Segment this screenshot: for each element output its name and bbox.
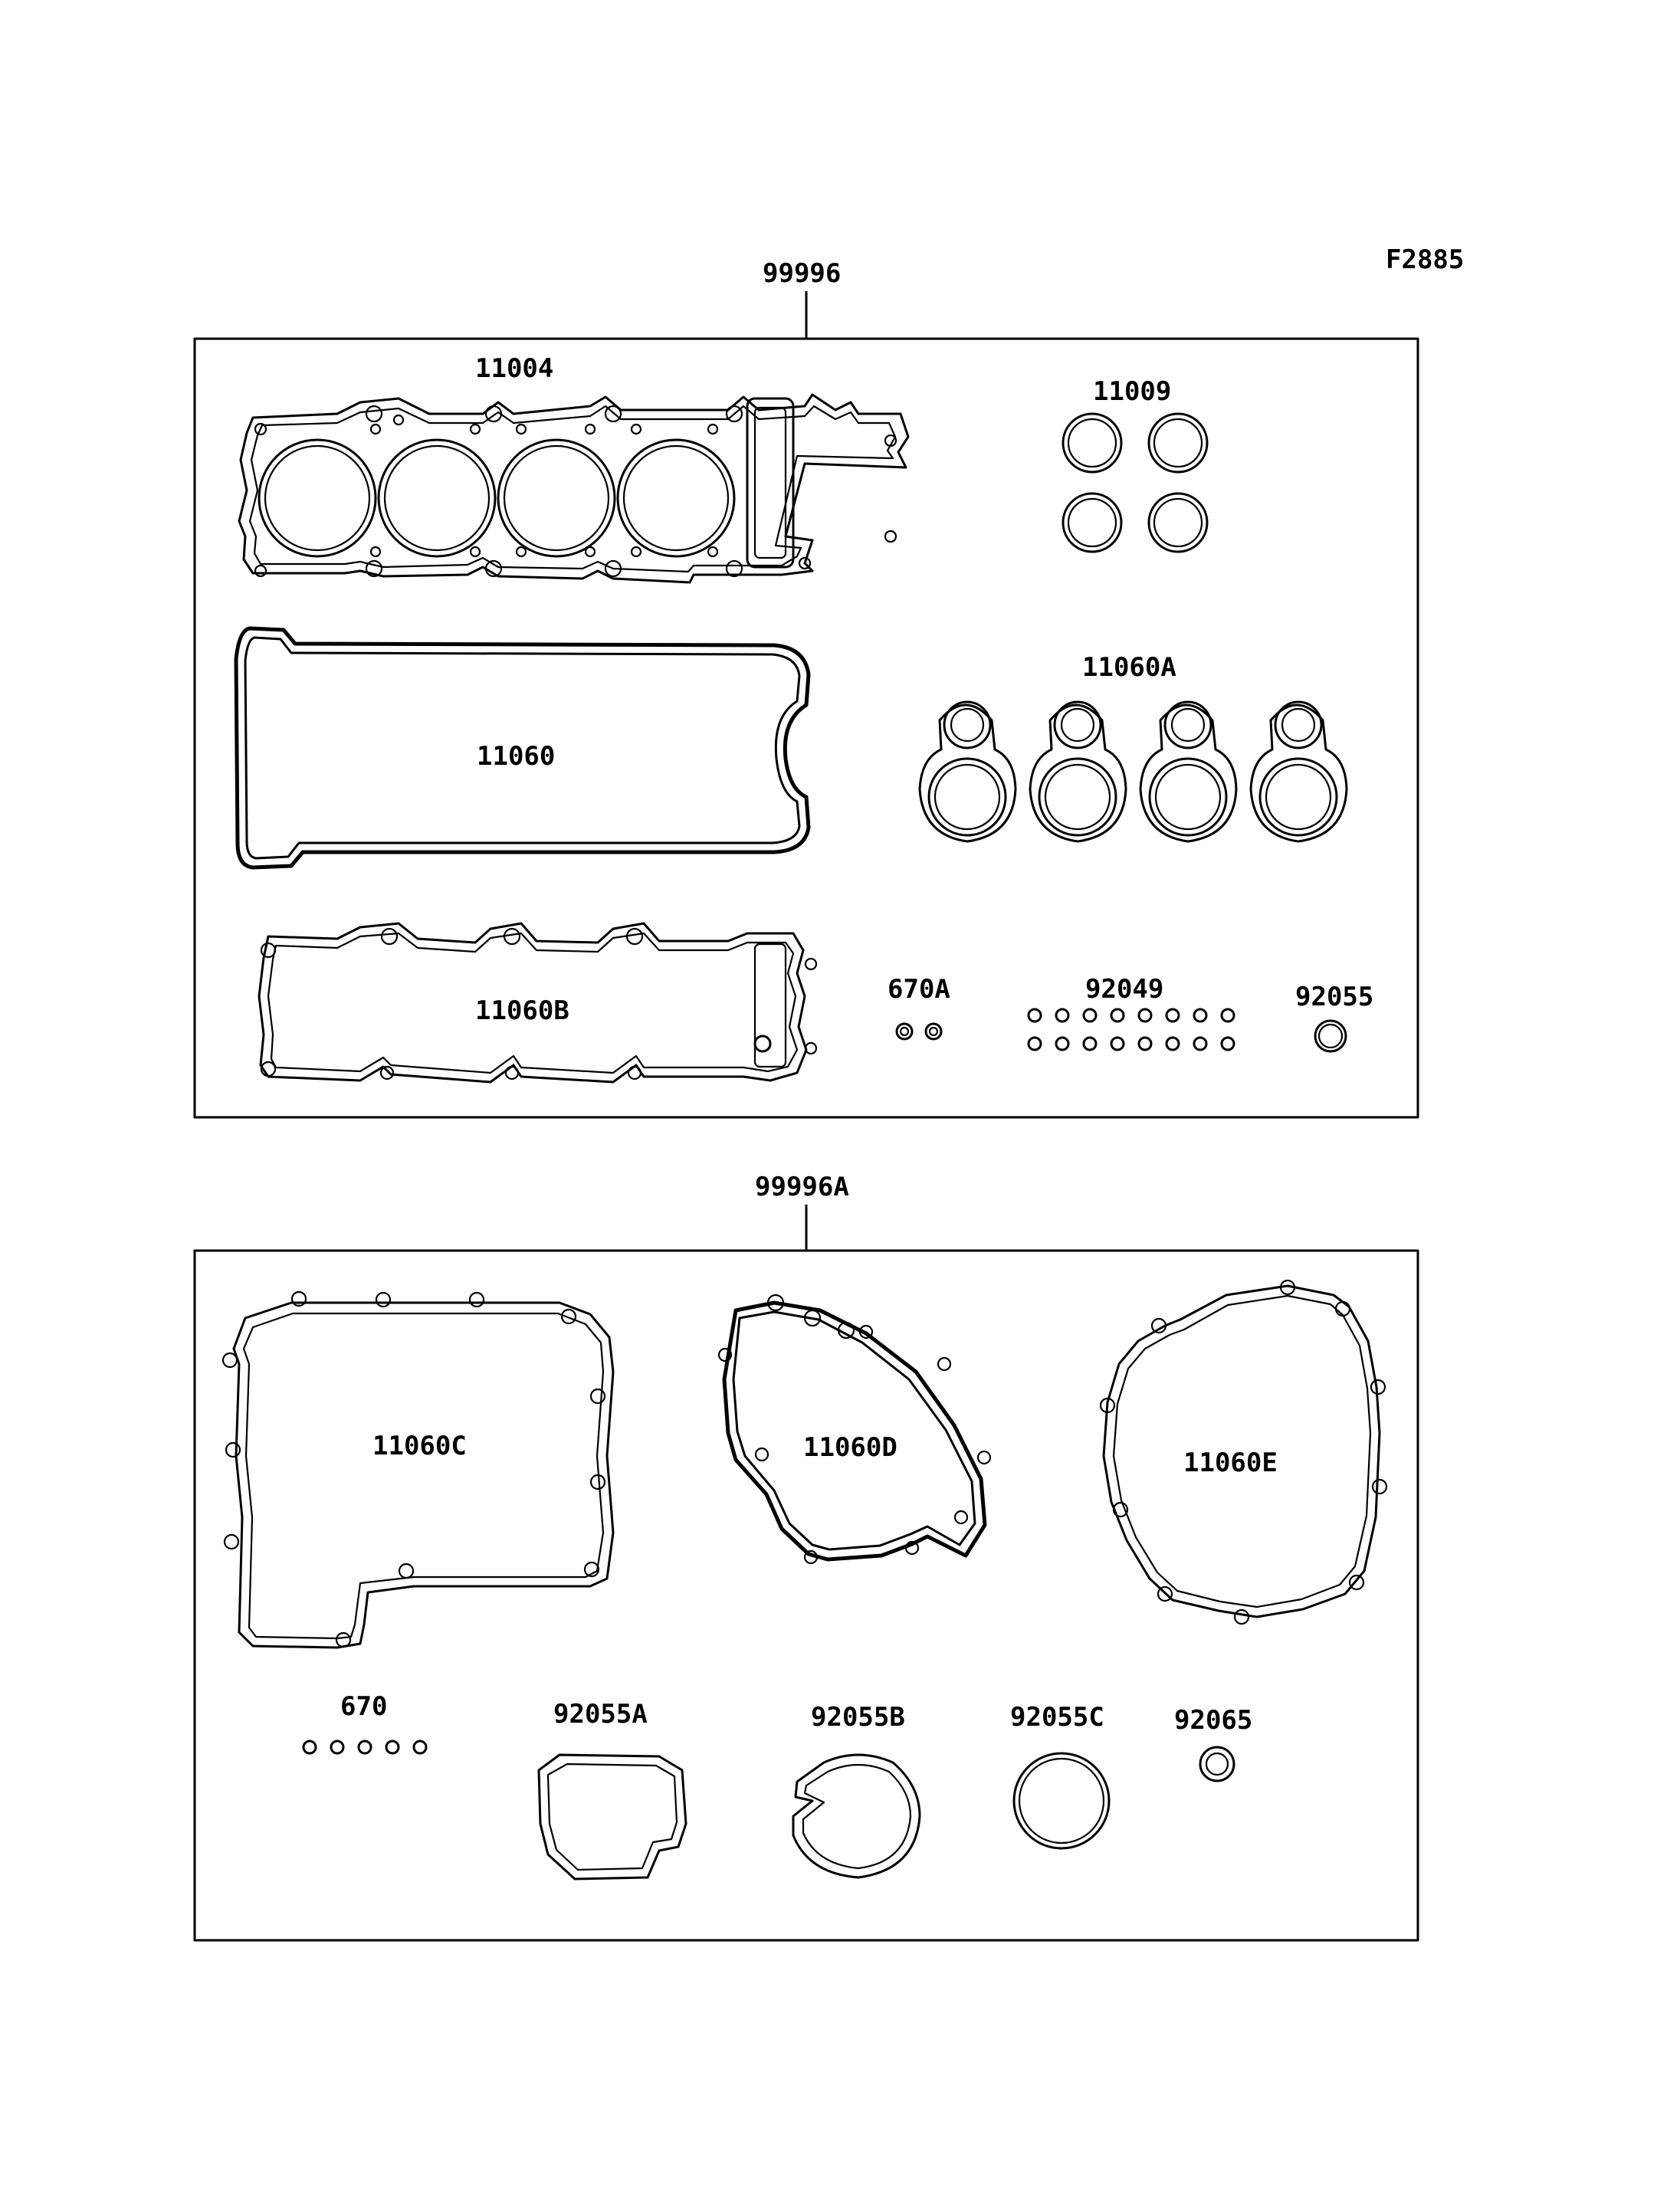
part-label: 11060D bbox=[803, 1432, 897, 1463]
part-label: 92055B bbox=[811, 1702, 905, 1733]
seal-set-92049 bbox=[1029, 974, 1234, 1050]
kit-frame bbox=[195, 1251, 1418, 1940]
part-label: 11060C bbox=[372, 1431, 467, 1461]
part-label: 11004 bbox=[475, 353, 554, 384]
part-label: 11060B bbox=[475, 995, 569, 1026]
part-label: 92065 bbox=[1174, 1705, 1253, 1736]
generator-cover-gasket-11060D bbox=[719, 1295, 990, 1563]
seal-row-bottom bbox=[1029, 1038, 1234, 1050]
part-label: 11060A bbox=[1082, 652, 1176, 683]
part-label: 92055C bbox=[1010, 1702, 1104, 1733]
clutch-cover-gasket-11060E bbox=[1101, 1280, 1386, 1624]
oring-92055C bbox=[1010, 1702, 1109, 1848]
cylinder-head-gasket-11004 bbox=[239, 353, 908, 582]
oring-92055 bbox=[1295, 982, 1373, 1051]
plug-hole-gasket bbox=[920, 702, 1016, 841]
seal-row-top bbox=[1029, 1009, 1234, 1021]
plug-hole-gasket bbox=[1251, 702, 1347, 841]
part-label: 670A bbox=[888, 974, 950, 1005]
gasket-11060B bbox=[259, 923, 816, 1082]
part-label: 92055A bbox=[553, 1699, 648, 1730]
part-label: 92049 bbox=[1085, 974, 1164, 1005]
kit-label: 99996 bbox=[763, 258, 842, 289]
kit-99996A bbox=[195, 1172, 1418, 1940]
washer-set-670A bbox=[888, 974, 950, 1039]
oring-92065 bbox=[1174, 1705, 1252, 1781]
part-label: 92055 bbox=[1295, 982, 1374, 1012]
part-label: 670 bbox=[340, 1691, 388, 1722]
plug-hole-gasket bbox=[1140, 702, 1236, 841]
oring-set-11009 bbox=[1063, 376, 1207, 552]
gasket-92055B bbox=[793, 1702, 920, 1877]
kit-label: 99996A bbox=[755, 1172, 849, 1202]
plug-hole-gasket-set-11060A bbox=[920, 652, 1347, 841]
gasket-92055A bbox=[539, 1699, 686, 1879]
figure-code: F2885 bbox=[1386, 244, 1465, 275]
oil-pan-gasket-11060C bbox=[223, 1292, 613, 1648]
kit-99996 bbox=[195, 258, 1418, 1117]
part-label: 11060 bbox=[477, 741, 556, 772]
head-cover-gasket-11060 bbox=[236, 628, 809, 867]
plug-hole-gasket bbox=[1030, 702, 1126, 841]
part-label: 11060E bbox=[1183, 1448, 1278, 1478]
washer-set-670 bbox=[304, 1691, 426, 1753]
part-label: 11009 bbox=[1093, 376, 1172, 407]
